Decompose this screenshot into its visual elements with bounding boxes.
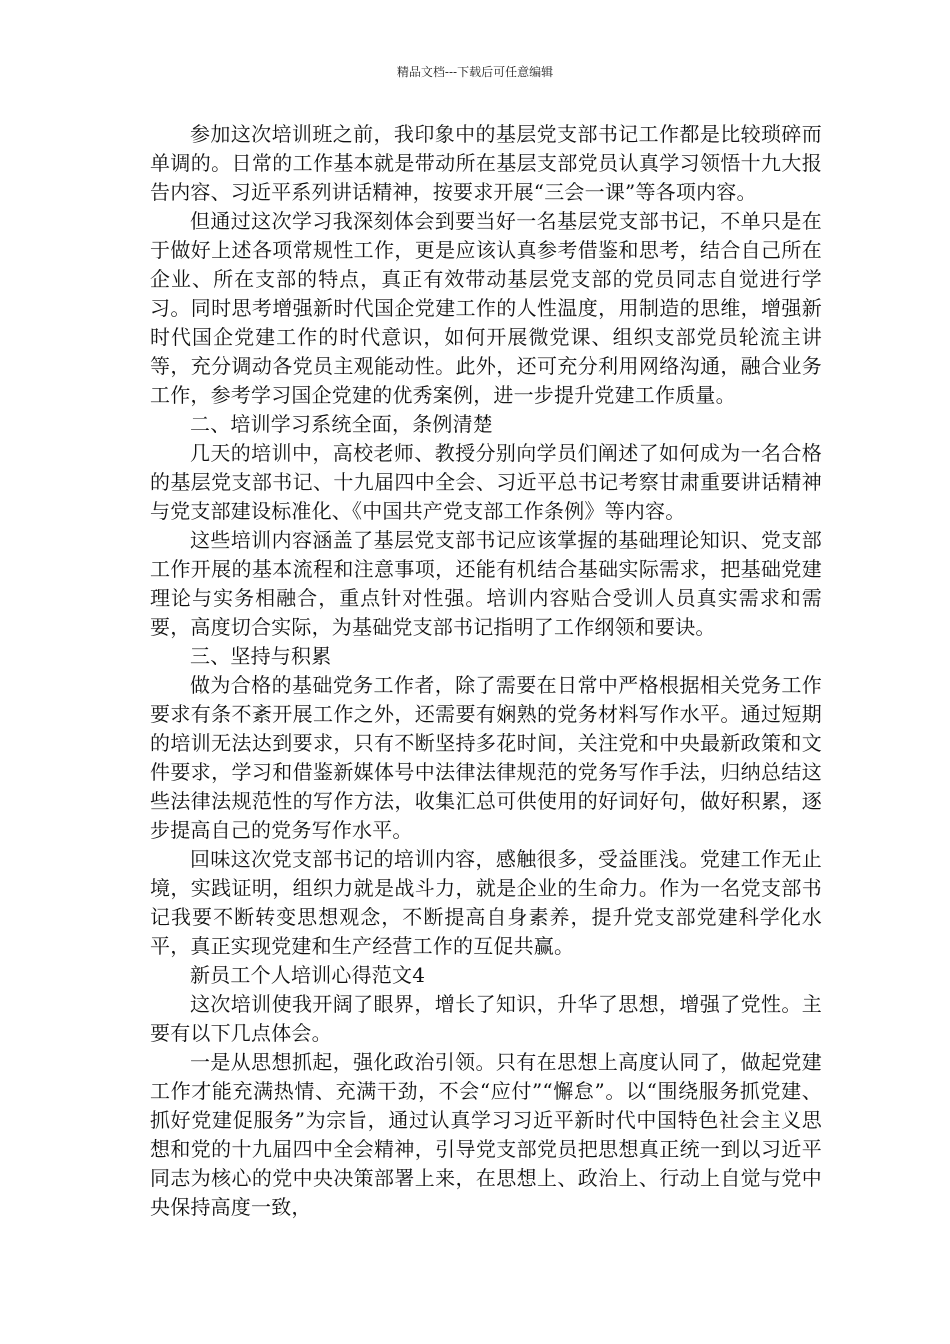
paragraph: 一是从思想抓起，强化政治引领。只有在思想上高度认同了，做起党建工作才能充满热情、充满干劲，不会“应付”“懈怠”。以“围绕服务抓党建、抓好党建促服务”为宗旨，通过认真学习习近平新时代中国特色社会主义思想和党的十九届四中全会精神，引导党支部党员把思想真正统一到以习近平同志为核心的党中央决策部署上来，在思想上、政治上、行动上自觉与党中央保持高度一致， <box>150 1050 822 1219</box>
section-heading: 二、培训学习系统全面，条例清楚 <box>190 412 493 436</box>
paragraph: 几天的培训中，高校老师、教授分别向学员们阐述了如何成为一名合格的基层党支部书记、十九届四中全会、习近平总书记考察甘肃重要讲话精神与党支部建设标准化、《中国共产党支部工作条例》等内容。 <box>150 441 822 523</box>
article-title: 新员工个人培训心得范文4 <box>190 963 426 987</box>
document-body <box>150 120 822 1222</box>
paragraph: 这些培训内容涵盖了基层党支部书记应该掌握的基础理论知识、党支部工作开展的基本流程和注意事项，还能有机结合基础实际需求，把基础党建理论与实务相融合，重点针对性强。培训内容贴合受训人员真实需求和需要，高度切合实际，为基础党支部书记指明了工作纲领和要诀。 <box>150 528 822 639</box>
paragraph: 回味这次党支部书记的培训内容，感触很多，受益匪浅。党建工作无止境，实践证明，组织力就是战斗力，就是企业的生命力。作为一名党支部书记我要不断转变思想观念，不断提高自身素养，提升党支部党建科学化水平，真正实现党建和生产经营工作的互促共赢。 <box>150 847 822 958</box>
section-heading: 三、坚持与积累 <box>190 644 332 668</box>
paragraph: 但通过这次学习我深刻体会到要当好一名基层党支部书记，不单只是在于做好上述各项常规性工作，更是应该认真参考借鉴和思考，结合自己所在企业、所在支部的特点，真正有效带动基层党支部的党员同志自觉进行学习。同时思考增强新时代国企党建工作的人性温度，用制造的思维，增强新时代国企党建工作的时代意识，如何开展微党课、组织支部党员轮流主讲等，充分调动各党员主观能动性。此外，还可充分利用网络沟通，融合业务工作，参考学习国企党建的优秀案例，进一步提升党建工作质量。 <box>150 209 822 407</box>
paragraph: 参加这次培训班之前，我印象中的基层党支部书记工作都是比较琐碎而单调的。日常的工作基本就是带动所在基层支部党员认真学习领悟十九大报告内容、习近平系列讲话精神，按要求开展“三会一课”等各项内容。 <box>150 122 822 204</box>
paragraph: 做为合格的基础党务工作者，除了需要在日常中严格根据相关党务工作要求有条不紊开展工作之外，还需要有娴熟的党务材料写作水平。通过短期的培训无法达到要求，只有不断坚持多花时间，关注党和中央最新政策和文件要求，学习和借鉴新媒体号中法律法律规范的党务写作手法，归纳总结这些法律法规范性的写作方法，收集汇总可供使用的好词好句，做好积累，逐步提高自己的党务写作水平。 <box>150 673 822 842</box>
page-header: 精品文档---下载后可任意编辑 <box>396 65 554 79</box>
paragraph: 这次培训使我开阔了眼界，增长了知识，升华了思想，增强了党性。主要有以下几点体会。 <box>150 992 822 1045</box>
